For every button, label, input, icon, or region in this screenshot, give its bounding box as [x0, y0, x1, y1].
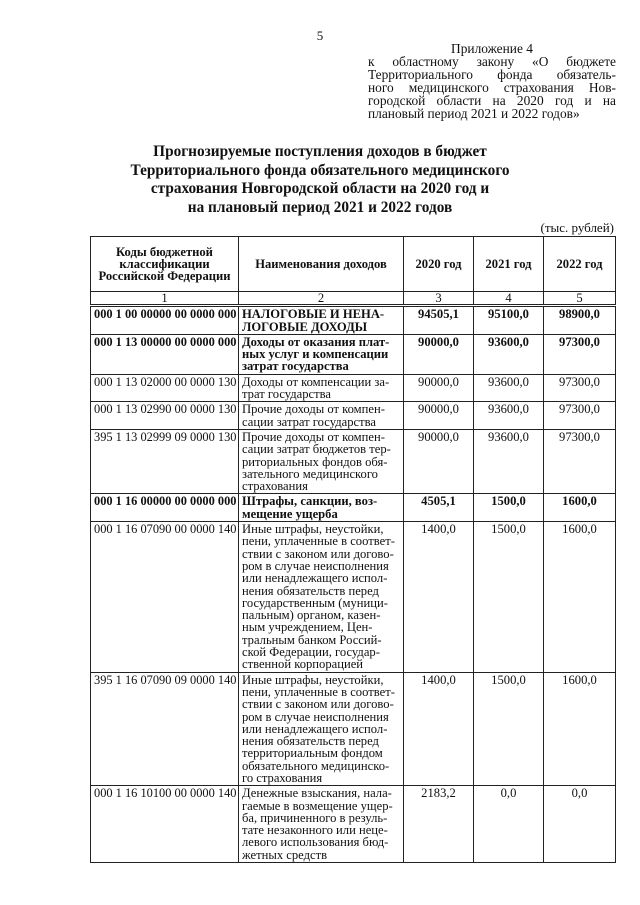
amount-2021-cell: 1500,0	[474, 672, 544, 786]
income-name-line: нения обязательств перед	[242, 583, 379, 598]
income-name-cell	[239, 786, 404, 863]
income-name-cell	[239, 306, 404, 335]
income-name-line: ром в случае неисполнения	[242, 709, 389, 724]
table-row	[91, 672, 616, 786]
income-name-line: или ненадлежащего испол-	[242, 571, 388, 586]
appendix-line: городской области на 2020 год и на	[368, 93, 616, 108]
income-name-line: страхования	[242, 479, 308, 494]
income-name-cell	[239, 334, 404, 374]
units-label: (тыс. рублей)	[540, 220, 614, 235]
table-row	[91, 429, 616, 493]
appendix-line: Приложение 4	[451, 41, 533, 56]
header-code-line: Коды бюджетной	[116, 244, 213, 259]
budget-code-cell: 000 1 16 10100 00 0000 140	[91, 786, 239, 863]
income-name-line: ствии с законом или догово-	[242, 546, 394, 561]
title-line: Прогнозируемые поступления доходов в бюджет	[153, 143, 487, 160]
amount-2021-cell: 1500,0	[474, 522, 544, 673]
income-name-line: ба, причиненного в резуль-	[242, 810, 388, 825]
income-name-line: ственной корпорацией	[242, 657, 364, 672]
amount-2022-cell: 0,0	[544, 786, 616, 863]
appendix-note	[368, 42, 616, 120]
income-name-line: Иные штрафы, неустойки,	[242, 522, 384, 537]
table-header-row	[91, 237, 616, 292]
appendix-line: к областному закону «О бюджете	[368, 54, 616, 69]
header-code-line: классификации	[119, 256, 210, 271]
budget-code-cell: 000 1 16 07090 00 0000 140	[91, 522, 239, 673]
amount-2021-cell: 0,0	[474, 786, 544, 863]
income-name-cell	[239, 672, 404, 786]
amount-2022-cell: 1600,0	[544, 522, 616, 673]
income-name-line: Денежные взыскания, нала-	[242, 786, 392, 801]
income-name-line: Штрафы, санкции, воз-	[242, 494, 378, 509]
amount-2020-cell: 90000,0	[404, 402, 474, 430]
income-name-line: НАЛОГОВЫЕ И НЕНА-	[242, 307, 385, 322]
income-name-line: или ненадлежащего испол-	[242, 721, 388, 736]
title-line: Территориального фонда обязательного медицинского	[130, 161, 510, 179]
income-name-line: мещение ущерба	[242, 506, 338, 521]
amount-2021-cell: 93600,0	[474, 402, 544, 430]
income-name-line: зательного медицинского	[242, 466, 378, 481]
header-2022: 2022 год	[544, 237, 616, 292]
document-title	[0, 143, 640, 217]
budget-code-cell: 000 1 13 00000 00 0000 000	[91, 334, 239, 374]
header-code-line: Российской Федерации	[98, 269, 231, 284]
amount-2020-cell: 90000,0	[404, 429, 474, 493]
income-name-line: риториальных фондов обя-	[242, 454, 388, 469]
income-name-cell	[239, 374, 404, 402]
income-name-line: трат государства	[242, 387, 332, 402]
income-name-line: ром в случае неисполнения	[242, 558, 389, 573]
appendix-line: ного медицинского страхования Нов-	[368, 80, 616, 95]
amount-2021-cell: 95100,0	[474, 306, 544, 335]
table-row	[91, 494, 616, 522]
amount-2021-cell: 93600,0	[474, 374, 544, 402]
column-number: 5	[544, 292, 616, 306]
column-number: 3	[404, 292, 474, 306]
amount-2020-cell: 90000,0	[404, 334, 474, 374]
amount-2022-cell: 97300,0	[544, 429, 616, 493]
column-number: 1	[91, 292, 239, 306]
amount-2020-cell: 1400,0	[404, 672, 474, 786]
amount-2022-cell: 1600,0	[544, 494, 616, 522]
column-number: 2	[239, 292, 404, 306]
income-name-line: левого использования бюд-	[242, 835, 389, 850]
amount-2022-cell: 97300,0	[544, 334, 616, 374]
income-name-line: ным учреждением, Цен-	[242, 620, 373, 635]
income-name-cell	[239, 429, 404, 493]
income-name-line: ской Федерации, государ-	[242, 645, 380, 660]
revenue-table	[90, 236, 616, 863]
income-name-line: Доходы от компенсации за-	[242, 374, 390, 389]
amount-2021-cell: 93600,0	[474, 429, 544, 493]
amount-2020-cell: 1400,0	[404, 522, 474, 673]
amount-2022-cell: 97300,0	[544, 374, 616, 402]
amount-2022-cell: 1600,0	[544, 672, 616, 786]
table-row	[91, 522, 616, 673]
income-name-line: ЛОГОВЫЕ ДОХОДЫ	[242, 319, 368, 334]
table-row	[91, 374, 616, 402]
appendix-line: плановый период 2021 и 2022 годов»	[368, 106, 580, 121]
income-name-cell	[239, 522, 404, 673]
amount-2020-cell: 2183,2	[404, 786, 474, 863]
amount-2022-cell: 98900,0	[544, 306, 616, 335]
amount-2021-cell: 93600,0	[474, 334, 544, 374]
budget-code-cell: 000 1 16 00000 00 0000 000	[91, 494, 239, 522]
budget-code-cell: 395 1 13 02999 09 0000 130	[91, 429, 239, 493]
income-name-line: Иные штрафы, неустойки,	[242, 672, 384, 687]
table-row	[91, 402, 616, 430]
income-name-line: нения обязательств перед	[242, 734, 379, 749]
column-number: 4	[474, 292, 544, 306]
amount-2022-cell: 97300,0	[544, 402, 616, 430]
table-row	[91, 306, 616, 335]
income-name-line: ствии с законом или догово-	[242, 697, 394, 712]
income-name-line: государственным (муници-	[242, 595, 388, 610]
budget-code-cell: 395 1 16 07090 09 0000 140	[91, 672, 239, 786]
income-name-line: Доходы от оказания плат-	[242, 334, 390, 349]
amount-2020-cell: 94505,1	[404, 306, 474, 335]
header-2020: 2020 год	[404, 237, 474, 292]
table-row	[91, 786, 616, 863]
income-name-line: обязательного медицинско-	[242, 758, 390, 773]
income-name-line: пени, уплаченные в соответ-	[242, 534, 395, 549]
income-name-line: тате незаконного или неце-	[242, 823, 388, 838]
income-name-line: ных услуг и компенсации	[242, 347, 389, 362]
income-name-line: затрат государства	[242, 359, 349, 374]
income-name-line: пени, уплаченные в соответ-	[242, 684, 395, 699]
amount-2020-cell: 4505,1	[404, 494, 474, 522]
budget-code-cell: 000 1 13 02000 00 0000 130	[91, 374, 239, 402]
income-name-line: тральным банком Россий-	[242, 632, 382, 647]
income-name-line: жетных средств	[242, 847, 328, 862]
header-2021: 2021 год	[474, 237, 544, 292]
budget-code-cell: 000 1 13 02990 00 0000 130	[91, 402, 239, 430]
appendix-line: Территориального фонда обязатель-	[368, 67, 616, 82]
income-name-line: го страхования	[242, 770, 323, 785]
page-number: 5	[316, 28, 324, 43]
income-name-cell	[239, 402, 404, 430]
table-row	[91, 334, 616, 374]
title-line: страхования Новгородской области на 2020 год и	[150, 180, 490, 197]
title-line: на плановый период 2021 и 2022 годов	[187, 198, 453, 216]
budget-code-cell: 000 1 00 00000 00 0000 000	[91, 306, 239, 335]
amount-2021-cell: 1500,0	[474, 494, 544, 522]
income-name-line: пальным) органом, казен-	[242, 608, 381, 623]
income-name-cell	[239, 494, 404, 522]
income-name-line: сации затрат государства	[242, 414, 376, 429]
income-name-line: Прочие доходы от компен-	[242, 402, 385, 417]
income-name-line: территориальным фондом	[242, 746, 383, 761]
income-name-line: сации затрат бюджетов тер-	[242, 442, 391, 457]
header-codes	[91, 237, 239, 292]
amount-2020-cell: 90000,0	[404, 374, 474, 402]
column-numbers-row	[91, 292, 616, 306]
income-name-line: гаемые в возмещение ущер-	[242, 798, 393, 813]
income-name-line: Прочие доходы от компен-	[242, 429, 385, 444]
header-name: Наименования доходов	[239, 237, 404, 292]
